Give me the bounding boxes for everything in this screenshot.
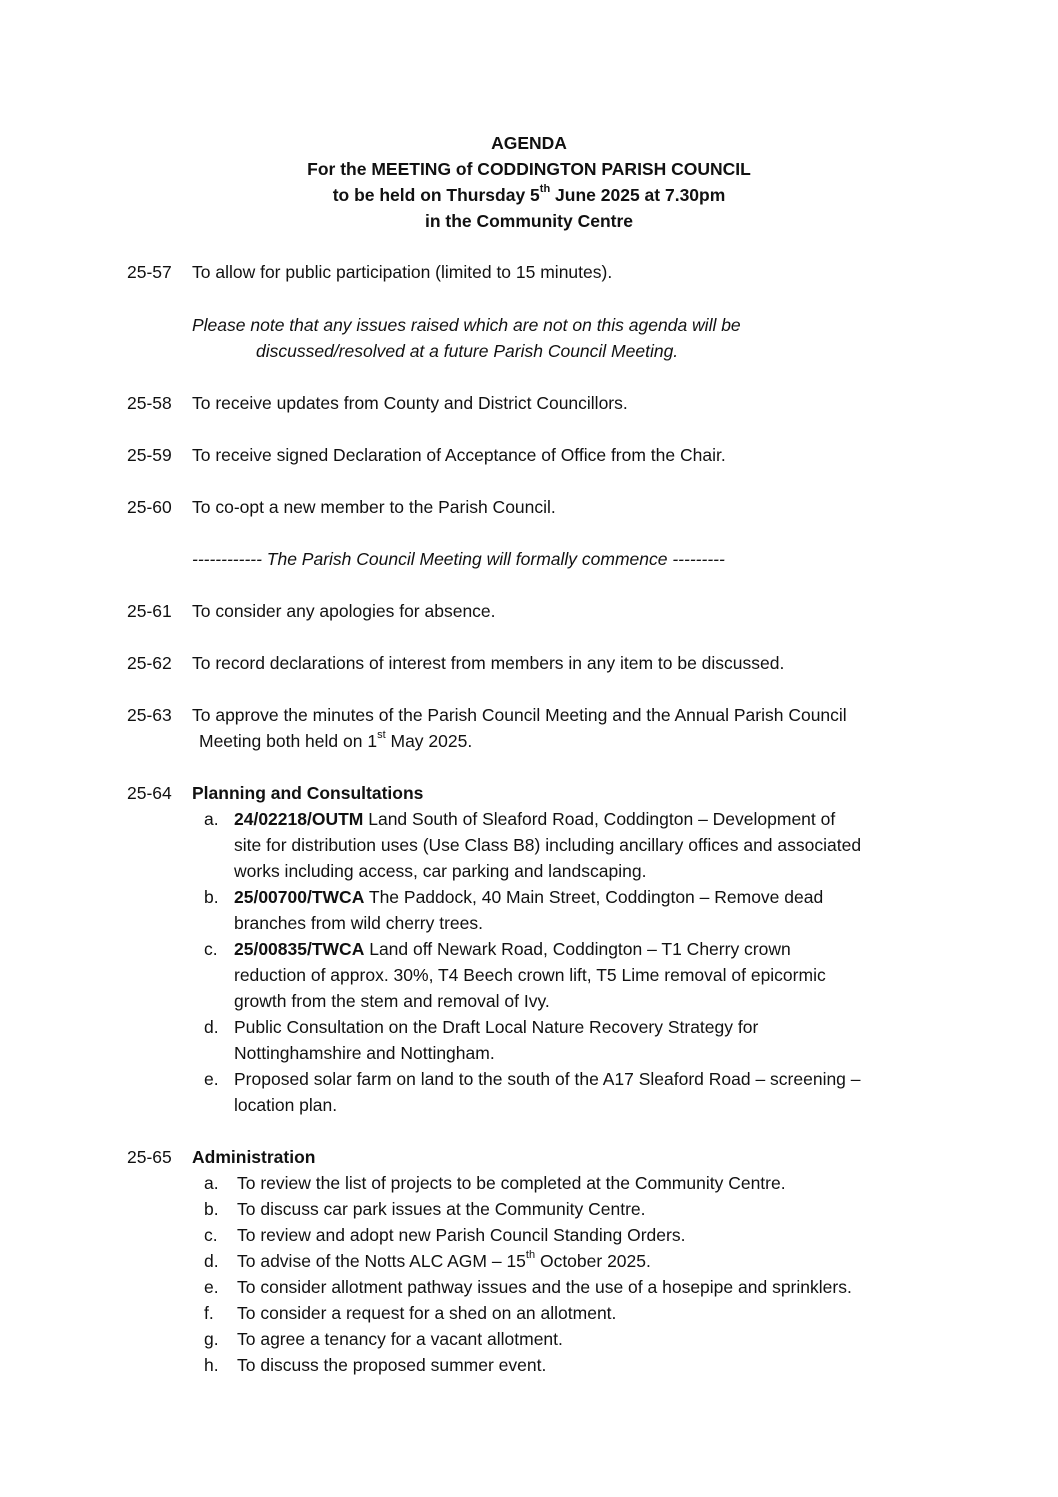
item-text: To review the list of projects to be completed at the Community Centre. [237,1173,786,1193]
item-letter: b. [204,887,219,907]
item-letter: b. [204,1199,219,1219]
item-number: 25-61 [127,601,172,621]
item-text: To allow for public participation (limited to 15 minutes). [192,262,613,282]
item-text: To receive signed Declaration of Acceptance of Office from the Chair. [192,445,726,465]
note-line-1: Please note that any issues raised which are not on this agenda will be [192,315,741,335]
item-letter: c. [204,1225,218,1245]
application-code: 25/00700/TWCA [234,887,365,907]
item-letter: e. [204,1277,219,1297]
item-letter: e. [204,1069,219,1089]
item-letter: d. [204,1017,219,1037]
item-letter: g. [204,1329,219,1349]
item-text: To approve the minutes of the Parish Council Meeting and the Annual Parish Council Meeting both held on 1st May 2025. [192,705,847,751]
item-number: 25-63 [127,705,172,725]
item-text: To receive updates from County and District Councillors. [192,393,628,413]
meeting-commence-divider: ------------ The Parish Council Meeting will formally commence --------- [192,549,725,569]
agenda-header [0,130,1058,234]
section-heading: Planning and Consultations [192,783,424,803]
item-number: 25-59 [127,445,172,465]
meeting-venue: in the Community Centre [424,211,634,231]
agenda-title: AGENDA [491,133,567,153]
item-letter: a. [204,1173,219,1193]
item-number: 25-64 [127,783,172,803]
item-number: 25-62 [127,653,172,673]
agenda-page: AGENDA For the MEETING of CODDINGTON PARISH COUNCIL to be held on Thursday 5th June 2025 at 7.30pm in the Community Centre 25-57 To allow for public participation (limited to 15 minutes). Please note that any issues raised which are not on this agenda will be discussed/resolved at a future Parish Council Meeting. 25-58 To receive updates from County and District Councillors. 25-59 To receive signed Declaration of Acceptance of Office from the Chair. 25-60 To co-opt a new member to the Parish Council. ------------ The Parish Council Meeting will formally commence --------- 25-61 To consider any apologies for absence. 25-62 To record declarations of interest from members in any item to be discussed. 25-63 To approve the minutes of the Parish Council Meeting and the Annual Parish Council Meeting both held on 1st May 2025. 25-64 Planning and Consultations a. 24/02218/OUTM Land South of Sleaford Road, Coddington – Development of site for distribution uses (Use Class B8) including ancillary offices and associated works including access, car parking and landscaping. b. 25/00700/TWCA The Paddock, 40 Main Street, Coddington – Remove dead branches from wild cherry trees. c. 25/00835/TWCA Land off Newark Road, Coddington – T1 Cherry crown reduction of approx. 30%, T4 Beech crown lift, T5 Lime removal of epicormic growth from the stem and removal of Ivy. d. Public Consultation on the Draft Local Nature Recovery Strategy for Nottinghamshire and Nottingham. e. Proposed solar farm on land to the south of the A17 Sleaford Road – screening – location plan. 25-65 Administration a. To review the list of projects to be completed at the Community Centre. b. To discuss car park issues at the Community Centre. c. To review and adopt new Parish Council Standing Orders. d. To advise of the Notts ALC AGM – 15th October 2025. e. To consider allotment pathway issues and the use of a hosepipe and sprinklers. f. To consider a request for a shed on an allotment. g. To agree a tenancy for a vacant allotment. h. To discuss the proposed summer event. [0,0,1058,1497]
meeting-date: to be held on Thursday 5th June 2025 at 7.30pm [332,183,726,205]
item-text: To consider a request for a shed on an allotment. [237,1303,617,1323]
item-text: To review and adopt new Parish Council Standing Orders. [237,1225,686,1245]
item-text: To consider allotment pathway issues and the use of a hosepipe and sprinklers. [237,1277,852,1297]
note-line-2: discussed/resolved at a future Parish Council Meeting. [256,341,679,361]
item-letter: f. [204,1303,214,1323]
application-code: 25/00835/TWCA [234,939,365,959]
item-text: To agree a tenancy for a vacant allotment. [237,1329,563,1349]
item-letter: h. [204,1355,219,1375]
section-heading: Administration [192,1147,316,1167]
item-letter: c. [204,939,218,959]
item-text: To consider any apologies for absence. [192,601,496,621]
item-number: 25-65 [127,1147,172,1167]
item-letter: d. [204,1251,219,1271]
item-text: To discuss the proposed summer event. [237,1355,547,1375]
item-number: 25-58 [127,393,172,413]
item-letter: a. [204,809,219,829]
item-text: To advise of the Notts ALC AGM – 15th October 2025. [237,1249,651,1271]
agenda-item-25-63 [127,702,947,754]
meeting-name: For the MEETING of CODDINGTON PARISH COUNCIL [307,159,751,179]
application-code: 24/02218/OUTM [234,809,364,829]
item-number: 25-60 [127,497,172,517]
item-number: 25-57 [127,262,172,282]
item-text: To co-opt a new member to the Parish Council. [192,497,556,517]
item-text: To discuss car park issues at the Community Centre. [237,1199,646,1219]
item-text: To record declarations of interest from members in any item to be discussed. [192,653,785,673]
